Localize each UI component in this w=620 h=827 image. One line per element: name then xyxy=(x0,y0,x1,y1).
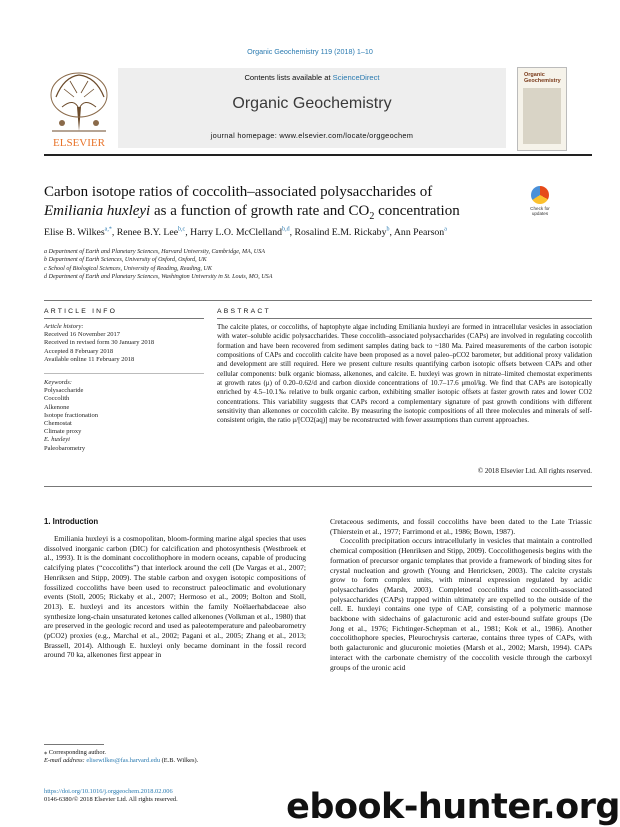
divider xyxy=(44,300,592,301)
abstract-heading: ABSTRACT xyxy=(217,308,271,315)
email-line: E-mail address: elisewilkes@fas.harvard.edu (E.B. Wilkes). xyxy=(44,757,199,765)
title-line-1: Carbon isotope ratios of coccolith–associated polysaccharides of xyxy=(44,184,433,200)
check-for-updates-button[interactable] xyxy=(527,186,553,218)
author[interactable]: Harry L.O. McClelland$^{b,d}$, xyxy=(190,227,295,239)
history-item: Received 16 November 2017 xyxy=(44,331,120,339)
abstract-text: The calcite plates, or coccoliths, of haptophyte algae including Emiliania huxleyi are formed in intracellular vesicles in association with water–soluble acidic polysaccharides. These coccolith–associated polysaccharides (CAPs) are involved in regulating coccolith formation and have been recovered from sediment samples dating back to ~180 Ma. Paired measurements of the carbon isotopic compositions of CAPs and coccolith calcite have been proposed as a novel paleo–pCO2 barometer, but additional proxy validation and development are still required. Here we present culture results quantifying carbon isotopic offsets between CAPs and other cellular components: bulk organic biomass, alkenones, and calcite. E. huxleyi was grown in nitrate–limited chemostat experiments at growth rates (μ) of 0.20–0.62/d and carbon dioxide concentrations of 10.7–17.6 μmol/kg. We find that CAPs are isotopically enriched by 4.5–10.1‰ relative to bulk organic carbon, exhibiting smaller isotopic offsets at faster growth rates and lower CO2 concentrations. This variability suggests that CAPs record a complementary signature of past growth conditions with different sensitivity than alkenones or coccolith calcite. By measuring the isotopic compositions of all three molecules and minerals of self-consistent origin, the ratio μ/[CO2(aq)] may be reconstructed with fewer assumptions than current approaches. xyxy=(217,323,592,425)
sciencedirect-link[interactable]: ScienceDirect xyxy=(332,73,380,82)
keyword: Climate proxy xyxy=(44,428,82,436)
author[interactable]: Elise B. Wilkes$^{a,*}$, xyxy=(44,227,117,239)
affiliation: a Department of Earth and Planetary Sciences, Harvard University, Cambridge, MA, USA xyxy=(44,249,265,255)
contents-line xyxy=(118,73,506,82)
affiliation: d Department of Earth and Planetary Sciences, Washington University in St. Louis, MO, USA xyxy=(44,274,273,281)
corresponding-author: ⁎ Corresponding author. xyxy=(44,749,106,756)
keyword: Alkenone xyxy=(44,403,70,411)
history-item: Available online 11 February 2018 xyxy=(44,355,135,363)
cover-title: Organic Geochemistry xyxy=(524,72,561,84)
title-species: Emiliania huxleyi xyxy=(44,202,151,219)
keywords-label: Keywords: xyxy=(44,379,72,386)
keyword: Chemostat xyxy=(44,420,72,428)
cover-image xyxy=(523,88,561,144)
affiliation: c School of Biological Sciences, University of Reading, Reading, UK xyxy=(44,265,212,272)
keyword: Coccolith xyxy=(44,395,70,403)
author-list xyxy=(44,227,592,238)
section-heading-introduction: 1. Introduction xyxy=(44,517,99,526)
paragraph: Emiliania huxleyi is a cosmopolitan, bloom-forming marine algal species that uses dissolved inorganic carbon (DIC) for calcification and photosynthesis (Westbroek et al., 1993). It is the dominant coccolithophore in modern oceans, capable of producing calcifying plates (“coccoliths”) that interlock around the cell (De Vargas et al., 2007; Henriksen and Stipp, 2009). The stable carbon and oxygen isotopic compositions of fossilized coccoliths have been used to reconstruct paleoclimatic and evolutionary events (Stoll, 2005; Rickaby et al., 2007; Hermoso et al., 2009; Bolton and Stoll, 2013). E. huxleyi and its ancestors within the family Noëlaerhabdaceae also synthesize long-chain unsaturated ketones called alkenones (Volkman et al., 1980) that are preserved in the geologic record and used as paleotemperature and paleobarometry (pCO2) proxies (e.g., Marchal et al., 2002; Pagani et al., 2005; Zhang et al., 2013; Brassell, 2014). Although E. huxleyi only became dominant in the fossil record around 70 ka, alkenones first appear in xyxy=(44,534,306,660)
divider xyxy=(44,373,204,374)
author[interactable]: Ann Pearson$^a$ xyxy=(393,227,447,239)
title-subscript: 2 xyxy=(369,210,375,222)
affiliation: b Department of Earth Sciences, University of Oxford, Oxford, UK xyxy=(44,257,207,264)
keyword: Isotope fractionation xyxy=(44,411,98,419)
history-label: Article history: xyxy=(44,323,84,330)
footnote xyxy=(44,749,306,766)
keyword: Polysaccharide xyxy=(44,387,84,395)
title-end: concentration xyxy=(374,202,460,219)
keyword: E. huxleyi xyxy=(44,436,70,444)
journal-cover-thumbnail[interactable] xyxy=(517,67,567,151)
title-line-2: as a function of growth rate and CO xyxy=(150,202,370,219)
journal-reference[interactable]: Organic Geochemistry 119 (2018) 1–10 xyxy=(247,47,373,56)
paragraph: Coccolith precipitation occurs intracellularly in vesicles that maintain a controlled chemical composition (Henriksen and Stipp, 2009). Coccolithogenesis begins with the formation of precursor organic templates that provide a framework of binding sites for crystal nucleation and growth (Young and Henricksen, 2003). The calcite crystals grow to form complex units, with mineral expression regulated by acidic polysaccharides (Marsh, 2003). Completed coccoliths and coccolith-associated polysaccharides (CAPs) trapped within ultimately are expelled to the outside of the cell. E. huxleyi contains one type of CAP, consisting of a polymeric mannose backbone with sidechains of galacturonic acid and ester-bound sulfate groups (De Jong et al., 1976; Fichtinger-Schepman et al., 1981; Kok et al., 1986). Another coccolithophore species, Pleurochrysis carterae, contains three types of CAPs, with both galacturonic and glucuronic moieties (Marsh et al., 2002; Marsh, 1994). CAPs interact with the carbonate chemistry of the coccolith vesicle through the carboxyl groups of the uronic acid xyxy=(330,536,592,672)
elsevier-logo xyxy=(44,67,114,149)
divider xyxy=(44,486,592,487)
watermark: ebook-hunter.org xyxy=(286,787,620,827)
keyword: Paleobarometry xyxy=(44,444,86,452)
history-item: Received in revised form 30 January 2018 xyxy=(44,339,155,347)
paper-title xyxy=(44,183,514,226)
paragraph: Cretaceous sediments, and fossil coccoliths have been dated to the Late Triassic (Thierstein et al., 1977; Farrimond et al., 1986; Bown, 1987). xyxy=(330,517,592,536)
divider xyxy=(217,318,592,319)
issn-line: 0146-6380/© 2018 Elsevier Ltd. All rights reserved. xyxy=(44,796,178,804)
author[interactable]: Rosalind E.M. Rickaby$^b$, xyxy=(294,227,394,239)
journal-title: Organic Geochemistry xyxy=(232,95,392,112)
body-column-right xyxy=(330,517,592,672)
article-info-heading: ARTICLE INFO xyxy=(44,308,118,315)
keywords xyxy=(44,379,204,453)
abstract-copyright: © 2018 Elsevier Ltd. All rights reserved. xyxy=(477,467,592,475)
body-column-left xyxy=(44,534,306,660)
affiliations xyxy=(44,248,592,282)
doi-link[interactable]: https://doi.org/10.1016/j.orggeochem.2018.02.006 xyxy=(44,788,173,795)
email-link[interactable]: elisewilkes@fas.harvard.edu xyxy=(86,757,161,765)
elsevier-wordmark: ELSEVIER xyxy=(53,137,105,149)
contents-prefix: Contents lists available at xyxy=(244,73,333,82)
elsevier-tree-icon xyxy=(44,67,114,149)
footnote-rule xyxy=(44,744,104,745)
journal-homepage[interactable]: journal homepage: www.elsevier.com/locate/orggeochem xyxy=(210,131,414,140)
author[interactable]: Renee B.Y. Lee$^{b,c}$, xyxy=(116,227,191,239)
article-history xyxy=(44,323,204,364)
divider xyxy=(44,318,204,319)
header-rule xyxy=(44,154,592,156)
history-item: Accepted 8 February 2018 xyxy=(44,347,114,355)
check-updates-label: Check for updates xyxy=(530,206,550,216)
check-updates-icon xyxy=(531,186,549,204)
